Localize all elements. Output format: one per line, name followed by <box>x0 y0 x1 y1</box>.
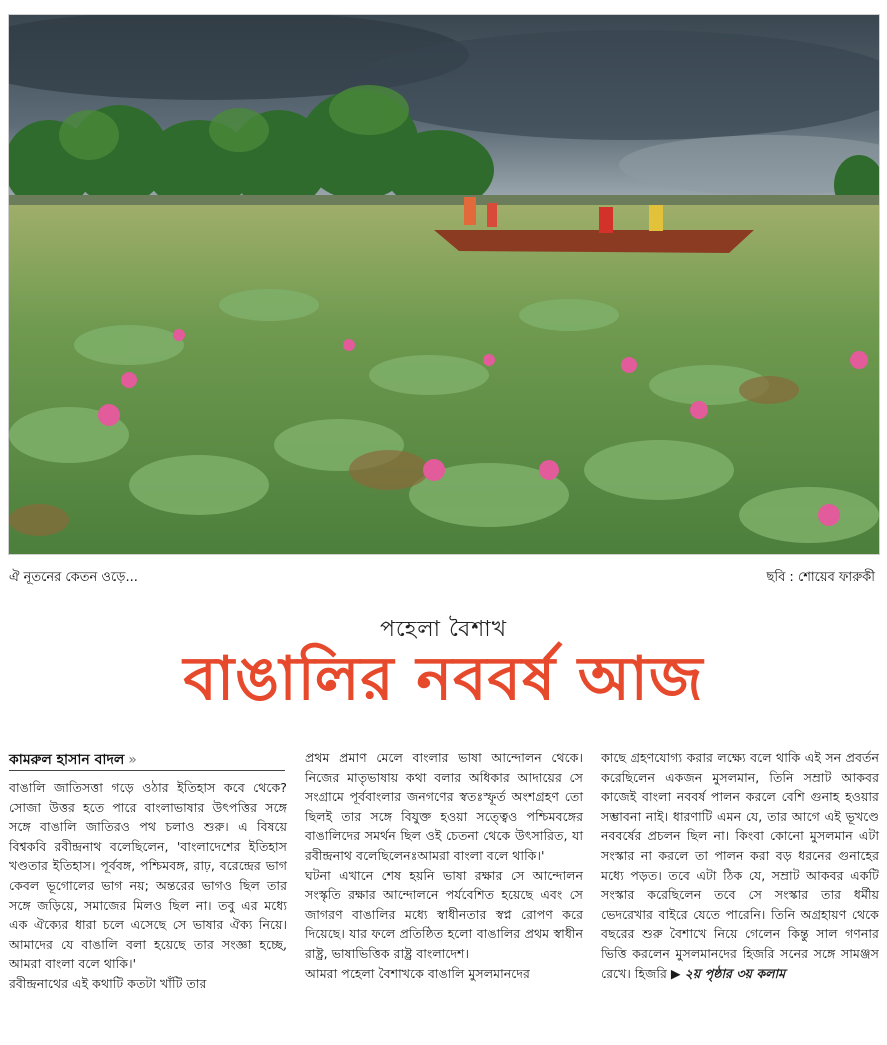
photo-caption: ঐ নূতনের কেতন ওড়ে... <box>9 570 138 585</box>
paragraph: ঘটনা এখানে শেষ হয়নি ভাষা রক্ষার সে আন্দোলন সংস্কৃতি রক্ষার আন্দোলনে পর্যবেশিত হয়েছে এবং সে জাগরণ বাঙালির মধ্যে স্বাধীনতার স্বপ্ন রোপণ করে দিয়েছে। যার ফলে প্রতিষ্ঠিত হলো বাঙালির প্রথম স্বাধীন রাষ্ট্র, ভাষাভিত্তিক রাষ্ট্র বাংলাদেশ। <box>305 867 583 961</box>
paragraph: আমরা পহেলা বৈশাখকে বাঙালি মুসলমানদের <box>305 965 530 981</box>
article-kicker: পহেলা বৈশাখ <box>379 617 508 642</box>
article-column-3 <box>601 748 879 983</box>
article-column-1 <box>9 778 287 994</box>
photo-credit: ছবি : শোয়েব ফারুকী <box>766 570 875 585</box>
paragraph: প্রথম প্রমাণ মেলে বাংলার ভাষা আন্দোলন থেকে। নিজের মাতৃভাষায় কথা বলার অধিকার আদায়ের সে সংগ্রামে পূর্ববাংলার জনগণের স্বতঃস্ফূর্ত অংশগ্রহণ তো ছিলই তার সঙ্গে বিযুক্ত হওয়া সত্ত্বেও পশ্চিমবঙ্গের বাঙালিদের সমর্থন ছিল ওই চেতনা থেকে উৎসারিত, যা রবীন্দ্রনাথ বলেছিলেনঃআমরা বাংলা বলে থাকি।' <box>305 750 583 863</box>
article-headline: বাঙালির নববর্ষ আজ <box>183 644 704 714</box>
paragraph: বাঙালি জাতিসত্তা গড়ে ওঠার ইতিহাস কবে থেকে? সোজা উত্তর হতে পারে বাংলাভাষার উৎপত্তির সঙ্গে সঙ্গে বাঙালি জাতিরও পথ চলাও শুরু। এ বিষয়ে বিশ্বকবি রবীন্দ্রনাথ বলেছিলেন, 'বাংলাদেশের ইতিহাস খণ্ডতার ইতিহাস। পূর্ববঙ্গ, পশ্চিমবঙ্গ, রাঢ়, বরেন্দ্রের ভাগ কেবল ভূগোলের ভাগ নয়; অন্তরের ভাগও ছিল তার সঙ্গে জড়িয়ে, সমাজের মিলও ছিল না। তবু এর মধ্যে এক ঐক্যের ধারা চলে এসেছে সে ভাষার ঐক্য নিয়ে। আমাদের যে বাঙালি বলা হয়েছে তার সংজ্ঞা হচ্ছে, আমরা বাংলা বলে থাকি।' <box>9 780 287 972</box>
author-name: কামরুল হাসান বাদল <box>9 752 125 768</box>
paragraph-text: কাছে গ্রহণযোগ্য করার লক্ষ্যে বলে থাকি এই সন প্রবর্তন করেছিলেন একজন মুসলমান, তিনি সম্রাট আকবর কাজেই বাংলা নববর্ষ পালন করলে বেশি গুনাহ হওয়ার সম্ভাবনা নাই। ধারণাটি এমন যে, তার আগে এই ভূখণ্ডে নববর্ষের প্রচলন ছিল না। কিংবা কোনো মুসলমান এটা সংস্কার না করলে তা পালন করা বড় ধরনের গুনাহের মধ্যে পড়ত। তবে এটা ঠিক যে, সম্রাট আকবর একটি সংস্কার করেছিলেন তবে সে সংস্কার তার ধর্মীয় ভেদরেখার বাইরে যেতে পারেনি। তিনি অগ্রহায়ণ থেকে বছরের শুরু বৈশাখে নিয়ে গেলেন কিন্তু সাল গণনার ভিত্তি করলেন মুসলমানদের হিজরি সনের সঙ্গে সামঞ্জস রেখে। হিজরি <box>601 750 879 981</box>
article-column-2 <box>305 748 583 983</box>
byline <box>9 748 137 772</box>
lotus-field-photo <box>8 14 880 555</box>
continuation-arrow-icon: ▶ <box>670 965 681 981</box>
paragraph: রবীন্দ্রনাথের এই কথাটি কতটা খাঁটি তার <box>9 975 207 991</box>
byline-divider <box>9 770 285 771</box>
continuation-link[interactable]: ২য় পৃষ্ঠার ৩য় কলাম <box>684 965 786 981</box>
byline-marker: » <box>128 752 137 768</box>
paragraph <box>601 748 879 983</box>
